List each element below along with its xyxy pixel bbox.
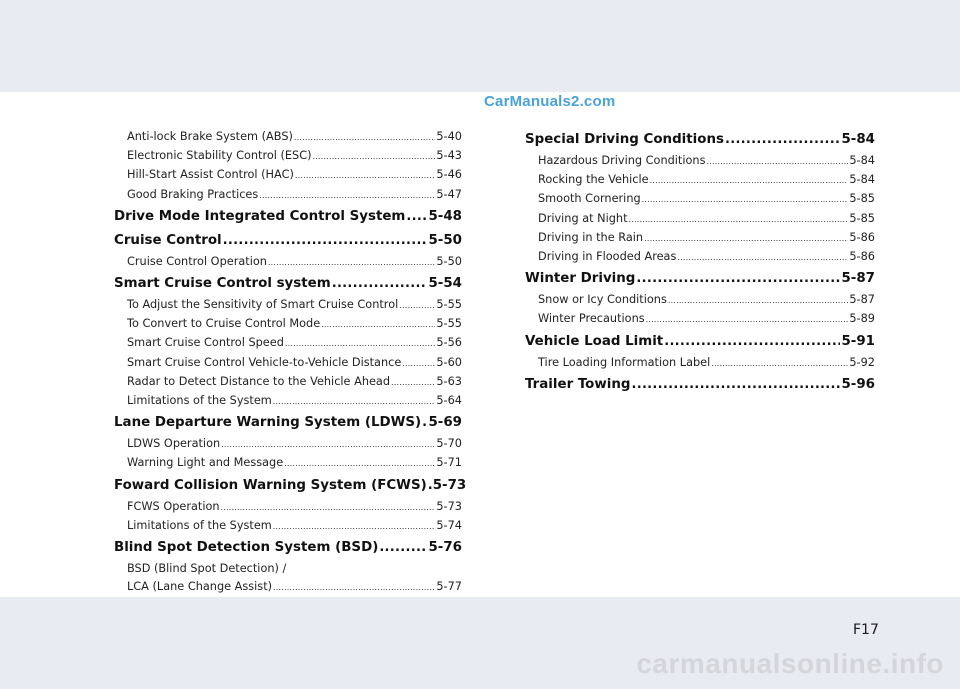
toc-entry-page: 5-73 [436,499,462,513]
toc-dot-leader [725,128,841,152]
toc-dot-leader [642,191,849,209]
toc-subsection-entry[interactable] [114,435,462,454]
toc-entry-title: Smooth Cornering [538,192,641,206]
toc-entry-page: 5-50 [428,232,462,248]
toc-dot-leader [268,254,435,272]
toc-subsection-entry[interactable] [114,392,462,411]
toc-entry-title: BSD (Blind Spot Detection) / [127,562,287,576]
toc-entry-title: Vehicle Load Limit [525,333,664,349]
toc-entry-page: 5-86 [849,250,875,264]
toc-section-entry[interactable] [525,373,875,397]
toc-entry-page: 5-96 [841,376,875,392]
toc-entry-page: 5-84 [849,173,875,187]
toc-subsection-entry[interactable] [114,454,462,473]
toc-subsection-entry[interactable] [114,315,462,334]
toc-entry-title: Smart Cruise Control Speed [127,336,284,350]
toc-subsection-entry[interactable] [114,128,462,147]
toc-subsection-entry[interactable] [525,152,875,171]
toc-entry-title: Hazardous Driving Conditions [538,154,706,167]
toc-dot-leader [391,374,435,392]
toc-subsection-entry[interactable] [114,186,462,205]
toc-entry-page: 5-48 [428,208,462,224]
toc-entry-title: Blind Spot Detection System (BSD) [114,540,379,556]
page-number: F17 [853,622,879,638]
toc-entry-page: 5-85 [849,211,875,225]
toc-dot-leader [664,330,840,354]
toc-entry-title: Tire Loading Information Label [538,355,711,369]
toc-entry-title: Cruise Control [114,232,222,248]
toc-dot-leader [711,355,848,373]
toc-section-entry[interactable] [114,229,462,253]
toc-entry-page: 5-64 [436,394,462,408]
toc-subsection-entry[interactable] [114,147,462,166]
toc-dot-leader [285,335,435,353]
toc-entry-page: 5-91 [841,333,875,349]
toc-entry-title: LDWS Operation [127,437,221,451]
toc-entry-title: Trailer Towing [525,376,631,392]
toc-subsection-entry[interactable] [114,166,462,185]
toc-entry-page: 5-50 [436,254,462,268]
toc-subsection-entry[interactable] [114,296,462,315]
toc-subsection-entry[interactable] [114,498,462,517]
toc-dot-leader [273,393,436,411]
toc-dot-leader [399,297,435,315]
toc-dot-leader [321,316,435,334]
toc-dot-leader [406,205,427,229]
toc-entry-title: Drive Mode Integrated Control System [114,208,406,224]
toc-entry-page: 5-47 [436,187,462,201]
toc-dot-leader [313,148,436,166]
toc-section-entry[interactable] [525,267,875,291]
toc-subsection-entry[interactable] [525,210,875,229]
toc-dot-leader [221,436,435,454]
toc-entry-title: Radar to Detect Distance to the Vehicle Ahead [127,374,391,388]
toc-dot-leader [428,474,432,498]
toc-dot-leader [646,311,849,329]
toc-entry-page: 5-87 [849,293,875,307]
toc-entry-page: 5-46 [436,168,462,182]
toc-entry-title: Driving in Flooded Areas [538,250,677,264]
toc-subsection-entry[interactable] [525,190,875,209]
toc-entry-title: Cruise Control Operation [127,254,267,268]
toc-entry-title: Rocking the Vehicle [538,173,649,187]
toc-entry-title: Anti-lock Brake System (ABS) [127,130,293,143]
toc-entry-page: 5-55 [436,317,462,331]
toc-entry-title: Limitations of the System [127,394,272,408]
toc-dot-leader [629,211,849,229]
toc-entry-title: Special Driving Conditions [525,132,724,147]
toc-entry-page: 5-71 [436,456,462,470]
toc-dot-leader [273,579,435,597]
toc-subsection-entry[interactable] [114,373,462,392]
toc-subsection-entry[interactable] [525,291,875,310]
toc-entry-title: Snow or Icy Conditions [538,293,667,307]
toc-entry-page: 5-55 [436,298,462,312]
toc-entry-page: 5-92 [849,355,875,369]
toc-dot-leader [223,229,428,253]
toc-entry-title: Hill-Start Assist Control (HAC) [127,168,294,182]
toc-section-entry[interactable] [525,330,875,354]
toc-section-entry[interactable] [114,272,462,296]
toc-entry-page: 5-76 [428,540,462,556]
toc-entry-page: 5-54 [428,276,462,292]
toc-dot-leader [332,272,428,296]
toc-entry-title: Foward Collision Warning System (FCWS) [114,477,427,493]
toc-entry-title: To Convert to Cruise Control Mode [127,317,321,331]
toc-dot-leader [422,411,427,435]
toc-entry-title: Smart Cruise Control system [114,276,331,292]
watermark-top: CarManuals2.com [484,93,616,110]
toc-dot-leader [259,187,435,205]
toc-subsection-entry[interactable] [525,354,875,373]
toc-subsection-entry[interactable] [525,310,875,329]
toc-entry-title: Warning Light and Message [127,456,284,470]
toc-entry-page: 5-43 [436,149,462,163]
toc-subsection-entry[interactable] [114,354,462,373]
toc-subsection-entry[interactable] [525,229,875,248]
toc-entry-page: 5-73 [432,477,467,493]
watermark-bottom: carmanualsonline.info [636,648,944,679]
toc-entry-title: Driving in the Rain [538,230,644,244]
toc-subsection-entry[interactable] [525,171,875,190]
toc-entry-title: Electronic Stability Control (ESC) [127,149,312,163]
toc-subsection-entry[interactable] [114,334,462,353]
toc-dot-leader [650,172,849,190]
toc-subsection-entry[interactable] [114,253,462,272]
toc-entry-page: 5-56 [436,336,462,350]
toc-left-column [114,128,467,617]
toc-entry-title: Lane Departure Warning System (LDWS) [114,415,422,431]
toc-dot-leader [294,129,435,147]
toc-dot-leader [221,499,436,517]
toc-subsection-entry[interactable] [525,248,875,267]
toc-section-entry[interactable] [114,536,462,560]
toc-right-column [525,128,875,397]
toc-dot-leader [273,518,436,536]
toc-dot-leader [295,167,435,185]
toc-entry-title: Good Braking Practices [127,187,259,201]
toc-entry-title: Driving at Night [538,211,628,225]
toc-entry-page: 5-87 [841,271,875,287]
toc-section-entry[interactable] [114,474,467,498]
toc-entry-title: Limitations of the System [127,518,272,532]
toc-subsection-entry[interactable] [114,578,462,597]
toc-dot-leader [284,455,435,473]
toc-entry-page: 5-69 [428,415,462,431]
toc-entry-page: 5-60 [436,355,462,369]
toc-section-entry[interactable] [525,128,875,152]
toc-entry-title: Smart Cruise Control Vehicle-to-Vehicle Distance [127,355,402,369]
toc-entry-title: LCA (Lane Change Assist) [127,580,273,594]
toc-entry-page: 5-74 [436,518,462,532]
toc-dot-leader [668,292,849,310]
toc-entry-title: Winter Driving [525,271,636,287]
toc-subsection-entry[interactable] [114,560,462,578]
toc-dot-leader [402,355,435,373]
toc-dot-leader [706,153,848,171]
toc-entry-page: 5-84 [841,132,875,147]
toc-entry-title: Winter Precautions [538,312,645,326]
toc-entry-page: 5-86 [849,230,875,244]
top-band [0,0,960,92]
toc-section-entry[interactable] [114,205,462,229]
toc-entry-page: 5-84 [849,154,875,167]
toc-dot-leader [636,267,840,291]
toc-entry-page: 5-63 [436,374,462,388]
toc-entry-page: 5-70 [436,437,462,451]
toc-entry-page: 5-40 [436,130,462,143]
toc-dot-leader [631,373,840,397]
toc-section-entry[interactable] [114,411,462,435]
toc-dot-leader [379,536,427,560]
toc-entry-page: 5-77 [436,580,462,594]
toc-entry-page: 5-89 [849,312,875,326]
toc-entry-page: 5-85 [849,192,875,206]
toc-dot-leader [677,249,848,267]
toc-subsection-entry[interactable] [114,517,462,536]
toc-entry-title: FCWS Operation [127,499,220,513]
toc-dot-leader [644,230,848,248]
toc-entry-title: To Adjust the Sensitivity of Smart Cruise Control [127,298,399,312]
